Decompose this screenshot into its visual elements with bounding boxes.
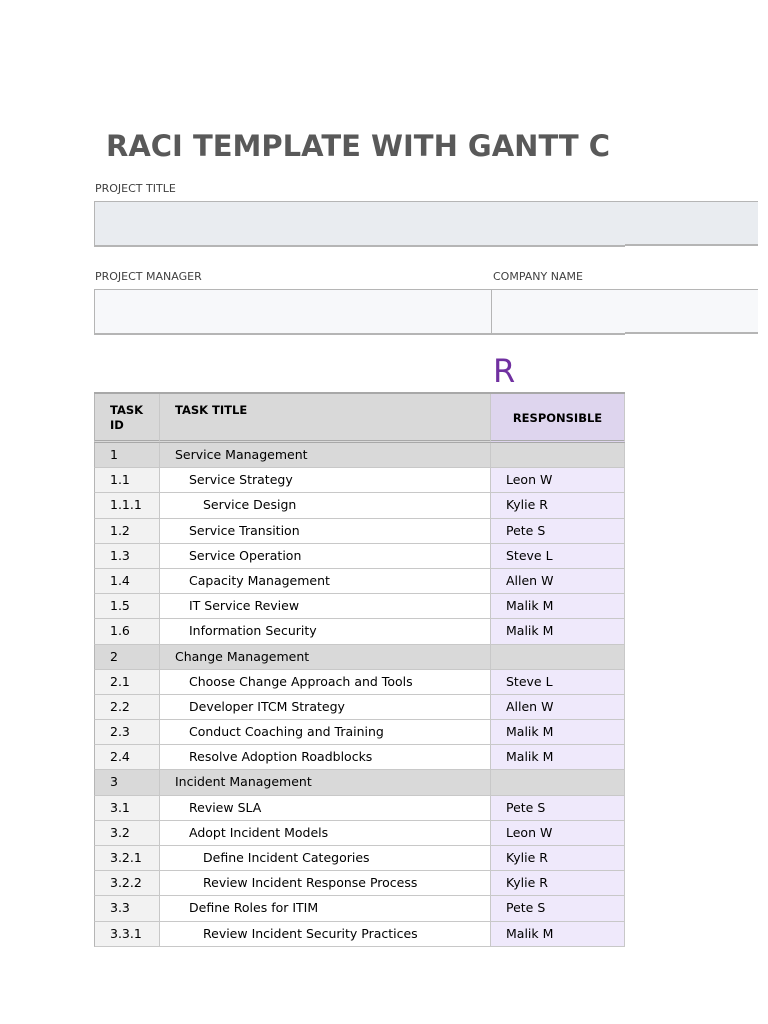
task-title-text: Service Management	[175, 447, 308, 462]
table-row	[94, 796, 625, 821]
task-id-cell[interactable]: 3.2.1	[94, 846, 160, 871]
task-id-cell[interactable]: 3.3	[94, 896, 160, 921]
responsible-cell[interactable]	[491, 645, 625, 670]
document-title: RACI TEMPLATE WITH GANTT C	[106, 129, 611, 163]
task-title-cell[interactable]	[160, 871, 491, 896]
company-name-field[interactable]	[492, 289, 625, 335]
table-row	[94, 569, 625, 594]
raci-table	[94, 392, 625, 947]
task-id-cell[interactable]: 2	[94, 645, 160, 670]
responsible-cell[interactable]: Pete S	[491, 519, 625, 544]
responsible-cell[interactable]: Steve L	[491, 544, 625, 569]
table-row	[94, 468, 625, 493]
table-header-row	[94, 392, 625, 443]
task-id-cell[interactable]: 1.5	[94, 594, 160, 619]
responsible-cell[interactable]: Malik M	[491, 619, 625, 644]
task-title-cell[interactable]	[160, 645, 491, 670]
task-title-text: Review Incident Response Process	[203, 875, 418, 891]
task-title-cell[interactable]	[160, 821, 491, 846]
task-title-cell[interactable]	[160, 443, 491, 468]
task-id-cell[interactable]: 1.3	[94, 544, 160, 569]
responsible-cell[interactable]: Steve L	[491, 670, 625, 695]
responsible-cell[interactable]: Kylie R	[491, 846, 625, 871]
responsible-cell[interactable]: Kylie R	[491, 871, 625, 896]
task-id-cell[interactable]: 3.3.1	[94, 922, 160, 947]
responsible-cell[interactable]: Malik M	[491, 594, 625, 619]
task-title-text: IT Service Review	[189, 598, 300, 614]
company-name-label: COMPANY NAME	[493, 270, 583, 283]
table-group-row	[94, 770, 625, 795]
task-title-cell[interactable]	[160, 770, 491, 795]
task-title-text: Adopt Incident Models	[189, 824, 329, 840]
task-title-cell[interactable]	[160, 922, 491, 947]
task-title-cell[interactable]	[160, 896, 491, 921]
task-title-text: Change Management	[175, 648, 310, 664]
task-id-cell[interactable]: 3.2	[94, 821, 160, 846]
task-id-cell[interactable]: 3.1	[94, 796, 160, 821]
project-title-label: PROJECT TITLE	[95, 182, 176, 195]
task-title-cell[interactable]	[160, 594, 491, 619]
table-row	[94, 594, 625, 619]
table-group-row	[94, 645, 625, 670]
task-title-cell[interactable]	[160, 720, 491, 745]
company-name-field-overflow	[625, 289, 758, 334]
responsible-cell[interactable]: Pete S	[491, 896, 625, 921]
table-row	[94, 821, 625, 846]
table-row	[94, 519, 625, 544]
task-title-cell[interactable]	[160, 745, 491, 770]
task-title-cell[interactable]	[160, 544, 491, 569]
task-id-cell[interactable]: 1.1.1	[94, 493, 160, 518]
table-row	[94, 896, 625, 921]
table-group-row	[94, 443, 625, 468]
task-title-cell[interactable]	[160, 695, 491, 720]
task-title-text: Review Incident Security Practices	[203, 925, 418, 941]
responsible-cell[interactable]: Malik M	[491, 745, 625, 770]
task-title-cell[interactable]	[160, 468, 491, 493]
project-title-field-overflow	[625, 201, 758, 246]
project-manager-label: PROJECT MANAGER	[95, 270, 202, 283]
table-row	[94, 922, 625, 947]
table-row	[94, 670, 625, 695]
project-title-field[interactable]	[94, 201, 625, 247]
raci-responsible-letter: R	[493, 352, 516, 390]
table-row	[94, 695, 625, 720]
task-title-text: Conduct Coaching and Training	[189, 724, 384, 740]
task-title-cell[interactable]	[160, 670, 491, 695]
task-title-text: Review SLA	[189, 799, 262, 815]
task-id-cell[interactable]: 2.3	[94, 720, 160, 745]
task-title-cell[interactable]	[160, 519, 491, 544]
task-title-text: Service Strategy	[189, 472, 293, 488]
task-title-text: Service Transition	[189, 522, 300, 538]
task-id-cell[interactable]: 3.2.2	[94, 871, 160, 896]
task-id-cell[interactable]: 1.1	[94, 468, 160, 493]
task-title-text: Developer ITCM Strategy	[189, 698, 345, 714]
task-id-cell[interactable]: 2.4	[94, 745, 160, 770]
table-body	[94, 443, 625, 947]
task-title-text: Service Operation	[189, 547, 302, 563]
task-title-text: Define Roles for ITIM	[189, 900, 319, 916]
table-row	[94, 846, 625, 871]
header-responsible: RESPONSIBLE	[491, 394, 625, 443]
task-title-cell[interactable]	[160, 569, 491, 594]
task-title-cell[interactable]	[160, 796, 491, 821]
task-title-cell[interactable]	[160, 846, 491, 871]
table-row	[94, 871, 625, 896]
responsible-cell[interactable]: Leon W	[491, 821, 625, 846]
task-title-text: Incident Management	[175, 774, 312, 790]
task-id-cell[interactable]: 1.4	[94, 569, 160, 594]
task-id-cell[interactable]: 2.2	[94, 695, 160, 720]
task-id-cell[interactable]: 1.2	[94, 519, 160, 544]
responsible-cell[interactable]	[491, 770, 625, 795]
task-title-cell[interactable]	[160, 493, 491, 518]
responsible-cell[interactable]: Malik M	[491, 720, 625, 745]
responsible-cell[interactable]: Allen W	[491, 569, 625, 594]
table-row	[94, 745, 625, 770]
task-title-text: Choose Change Approach and Tools	[189, 673, 413, 689]
responsible-cell[interactable]: Pete S	[491, 796, 625, 821]
responsible-cell[interactable]	[491, 443, 625, 468]
task-title-cell[interactable]	[160, 619, 491, 644]
task-title-text: Define Incident Categories	[203, 850, 370, 865]
responsible-cell[interactable]: Malik M	[491, 922, 625, 947]
task-id-cell[interactable]: 3	[94, 770, 160, 795]
header-task-title: TASK TITLE	[160, 394, 491, 443]
task-title-text: Service Design	[203, 497, 297, 513]
responsible-cell[interactable]: Kylie R	[491, 493, 625, 518]
task-title-text: Capacity Management	[189, 572, 330, 588]
task-id-cell[interactable]: 2.1	[94, 670, 160, 695]
table-row	[94, 720, 625, 745]
responsible-cell[interactable]: Allen W	[491, 695, 625, 720]
responsible-cell[interactable]: Leon W	[491, 468, 625, 493]
header-task-id: TASK ID	[94, 394, 160, 443]
table-row	[94, 493, 625, 518]
task-id-cell[interactable]: 1.6	[94, 619, 160, 644]
task-id-cell[interactable]: 1	[94, 443, 160, 468]
project-manager-field[interactable]	[94, 289, 492, 335]
task-title-text: Information Security	[189, 623, 317, 639]
table-row	[94, 619, 625, 644]
task-title-text: Resolve Adoption Roadblocks	[189, 749, 373, 765]
table-row	[94, 544, 625, 569]
